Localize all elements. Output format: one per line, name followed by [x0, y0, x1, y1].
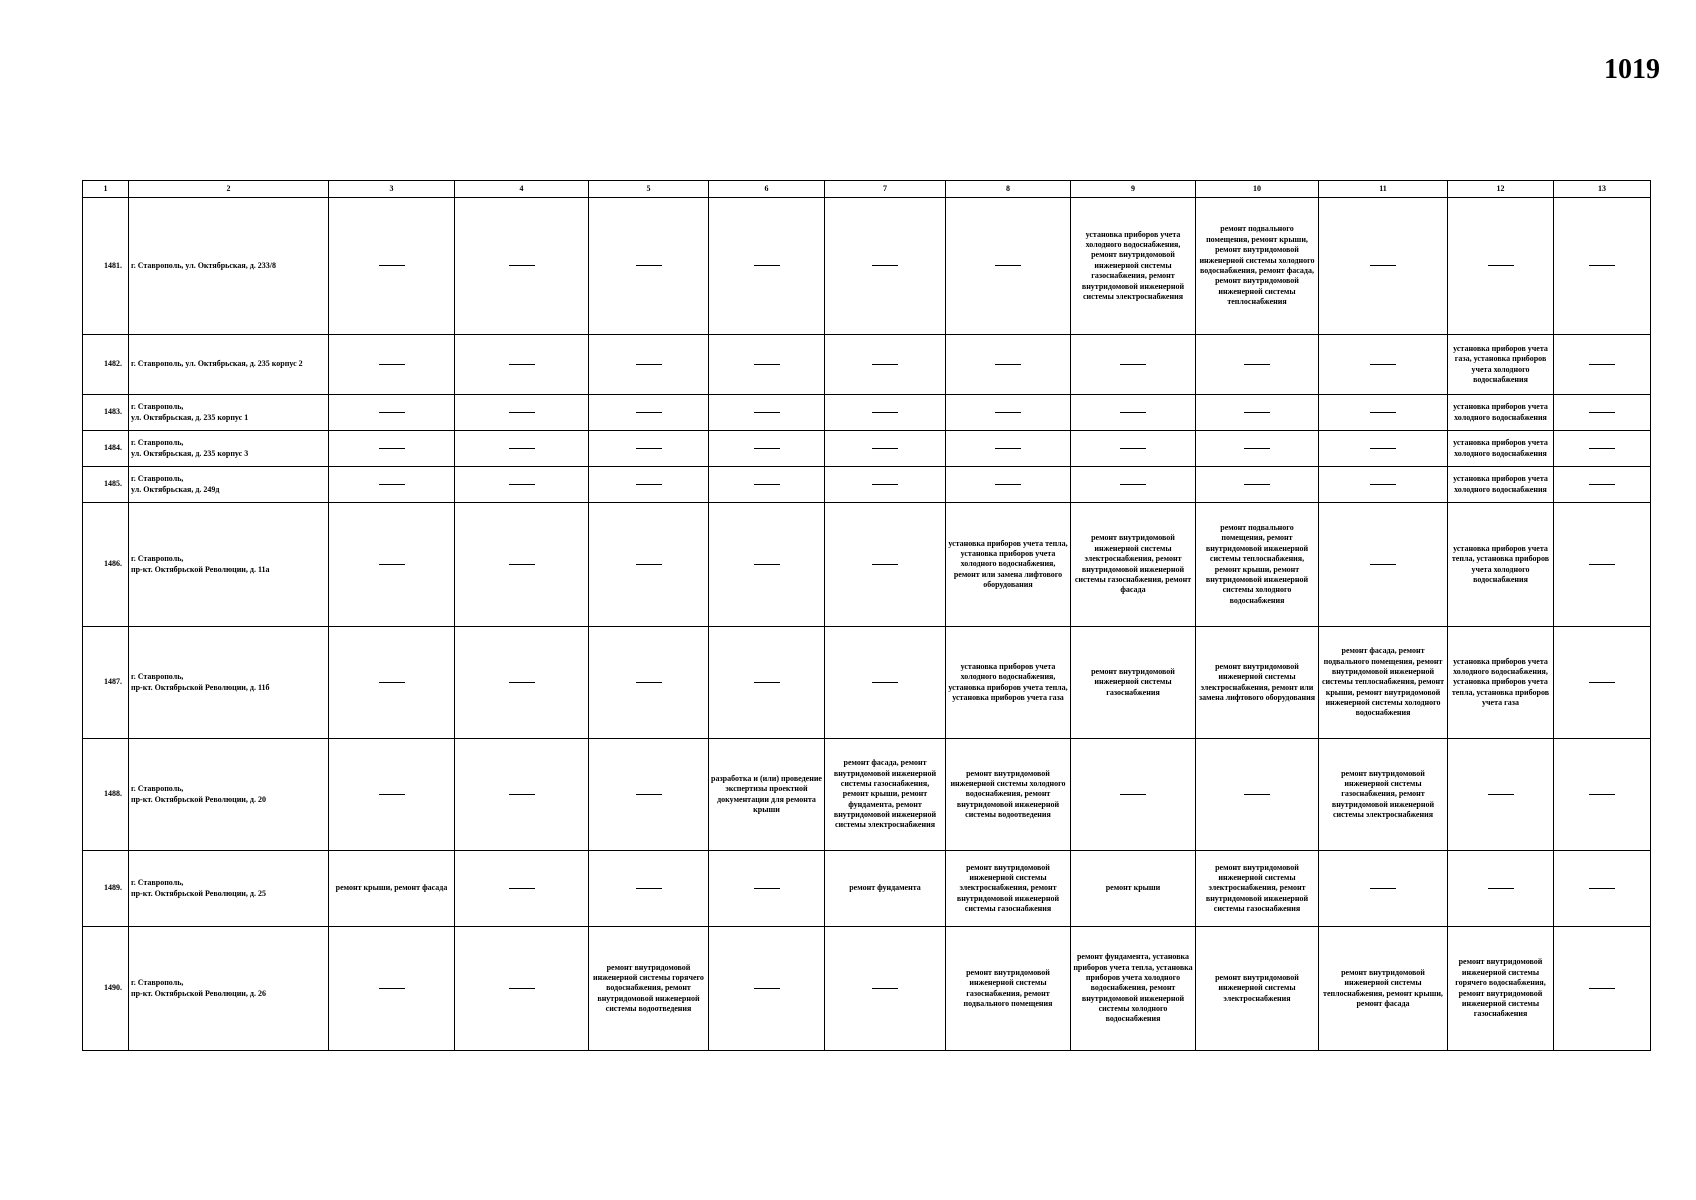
address-cell	[129, 503, 329, 627]
work-type-cell: ремонт фасада, ремонт подвального помещения, ремонт внутридомовой инженерной системы теплоснабжения, ремонт крыши, ремонт внутридомовой инженерной системы холодного водоснабжения	[1319, 627, 1448, 739]
empty-dash-cell	[946, 198, 1071, 335]
address-cell	[129, 335, 329, 395]
dash-mark	[379, 448, 405, 449]
empty-dash-cell	[329, 335, 455, 395]
empty-dash-cell	[1319, 395, 1448, 431]
dash-mark	[1120, 448, 1146, 449]
work-type-cell: ремонт внутридомовой инженерной системы газоснабжения, ремонт внутридомовой инженерной системы электроснабжения	[1319, 739, 1448, 851]
dash-mark	[509, 888, 535, 889]
empty-dash-cell	[709, 335, 825, 395]
dash-mark	[1589, 364, 1615, 365]
work-type-cell: ремонт внутридомовой инженерной системы горячего водоснабжения, ремонт внутридомовой инженерной системы газоснабжения	[1448, 927, 1554, 1051]
table-row	[83, 467, 1651, 503]
row-number: 1488.	[83, 739, 129, 851]
dash-mark	[1244, 364, 1270, 365]
empty-dash-cell	[1554, 467, 1651, 503]
row-number: 1485.	[83, 467, 129, 503]
row-number: 1489.	[83, 851, 129, 927]
dash-mark	[872, 265, 898, 266]
address-line: г. Ставрополь,	[131, 438, 184, 448]
empty-dash-cell	[946, 431, 1071, 467]
address-line: г. Ставрополь,	[131, 402, 184, 412]
work-type-cell: ремонт внутридомовой инженерной системы электроснабжения, ремонт внутридомовой инженерной системы газоснабжения	[1196, 851, 1319, 927]
dash-mark	[636, 364, 662, 365]
empty-dash-cell	[455, 395, 589, 431]
dash-mark	[1370, 364, 1396, 365]
empty-dash-cell	[709, 503, 825, 627]
work-type-cell: ремонт фундамента, установка приборов учета тепла, установка приборов учета холодного водоснабжения, ремонт внутридомовой инженерной системы холодного водоснабжения	[1071, 927, 1196, 1051]
dash-mark	[1370, 448, 1396, 449]
empty-dash-cell	[825, 927, 946, 1051]
dash-mark	[379, 988, 405, 989]
address-cell	[129, 627, 329, 739]
work-type-cell: ремонт фасада, ремонт внутридомовой инженерной системы газоснабжения, ремонт крыши, ремонт фундамента, ремонт внутридомовой инженерной системы электроснабжения	[825, 739, 946, 851]
page-number: 1019	[1604, 54, 1660, 85]
work-type-cell: ремонт внутридомовой инженерной системы теплоснабжения, ремонт крыши, ремонт фасада	[1319, 927, 1448, 1051]
dash-mark	[872, 682, 898, 683]
work-type-cell: установка приборов учета холодного водоснабжения, ремонт внутридомовой инженерной системы газоснабжения, ремонт внутридомовой инженерной системы электроснабжения	[1071, 198, 1196, 335]
empty-dash-cell	[589, 395, 709, 431]
dash-mark	[754, 448, 780, 449]
dash-mark	[1488, 888, 1514, 889]
empty-dash-cell	[329, 467, 455, 503]
address-cell	[129, 198, 329, 335]
dash-mark	[636, 448, 662, 449]
column-header: 3	[329, 181, 455, 198]
dash-mark	[1244, 484, 1270, 485]
column-header: 12	[1448, 181, 1554, 198]
address-line: г. Ставрополь,	[131, 672, 184, 682]
empty-dash-cell	[455, 198, 589, 335]
work-type-cell: установка приборов учета тепла, установка приборов учета холодного водоснабжения, ремонт или замена лифтового оборудования	[946, 503, 1071, 627]
work-type-cell: ремонт внутридомовой инженерной системы электроснабжения, ремонт внутридомовой инженерной системы газоснабжения, ремонт фасада	[1071, 503, 1196, 627]
dash-mark	[1244, 794, 1270, 795]
address-line: г. Ставрополь,	[131, 878, 184, 888]
column-header: 10	[1196, 181, 1319, 198]
dash-mark	[636, 412, 662, 413]
dash-mark	[995, 412, 1021, 413]
empty-dash-cell	[1319, 467, 1448, 503]
repair-schedule-table	[82, 180, 1651, 1051]
empty-dash-cell	[329, 431, 455, 467]
empty-dash-cell	[589, 467, 709, 503]
dash-mark	[754, 364, 780, 365]
dash-mark	[754, 888, 780, 889]
work-type-cell: установка приборов учета холодного водоснабжения	[1448, 395, 1554, 431]
empty-dash-cell	[1196, 335, 1319, 395]
row-number: 1486.	[83, 503, 129, 627]
dash-mark	[1589, 988, 1615, 989]
empty-dash-cell	[1071, 395, 1196, 431]
empty-dash-cell	[709, 627, 825, 739]
empty-dash-cell	[329, 927, 455, 1051]
dash-mark	[754, 988, 780, 989]
empty-dash-cell	[1319, 503, 1448, 627]
dash-mark	[995, 448, 1021, 449]
empty-dash-cell	[1319, 431, 1448, 467]
empty-dash-cell	[455, 467, 589, 503]
empty-dash-cell	[1448, 851, 1554, 927]
header-row	[83, 181, 1651, 198]
empty-dash-cell	[1319, 198, 1448, 335]
work-type-cell: ремонт внутридомовой инженерной системы газоснабжения, ремонт подвального помещения	[946, 927, 1071, 1051]
dash-mark	[1589, 265, 1615, 266]
table-row	[83, 627, 1651, 739]
dash-mark	[636, 484, 662, 485]
column-header: 11	[1319, 181, 1448, 198]
dash-mark	[379, 564, 405, 565]
row-number: 1490.	[83, 927, 129, 1051]
dash-mark	[636, 682, 662, 683]
empty-dash-cell	[1448, 739, 1554, 851]
empty-dash-cell	[709, 395, 825, 431]
table-row	[83, 739, 1651, 851]
dash-mark	[379, 412, 405, 413]
row-number: 1481.	[83, 198, 129, 335]
empty-dash-cell	[455, 739, 589, 851]
address-cell	[129, 927, 329, 1051]
empty-dash-cell	[946, 395, 1071, 431]
table-row	[83, 198, 1651, 335]
empty-dash-cell	[825, 467, 946, 503]
empty-dash-cell	[825, 395, 946, 431]
address-line: пр-кт. Октябрьской Революции, д. 11а	[131, 564, 270, 574]
dash-mark	[1488, 265, 1514, 266]
empty-dash-cell	[589, 739, 709, 851]
dash-mark	[754, 484, 780, 485]
empty-dash-cell	[1319, 851, 1448, 927]
dash-mark	[872, 448, 898, 449]
work-type-cell: установка приборов учета холодного водоснабжения, установка приборов учета тепла, установка приборов учета газа	[1448, 627, 1554, 739]
empty-dash-cell	[455, 335, 589, 395]
empty-dash-cell	[329, 198, 455, 335]
dash-mark	[872, 412, 898, 413]
empty-dash-cell	[1554, 739, 1651, 851]
empty-dash-cell	[589, 431, 709, 467]
dash-mark	[1589, 412, 1615, 413]
address-line: ул. Октябрьская, д. 235 корпус 1	[131, 412, 249, 422]
dash-mark	[995, 364, 1021, 365]
dash-mark	[872, 484, 898, 485]
empty-dash-cell	[1448, 198, 1554, 335]
empty-dash-cell	[1071, 335, 1196, 395]
dash-mark	[1589, 448, 1615, 449]
address-line: пр-кт. Октябрьской Революции, д. 20	[131, 794, 266, 804]
column-header: 7	[825, 181, 946, 198]
column-header: 2	[129, 181, 329, 198]
work-type-cell: ремонт крыши	[1071, 851, 1196, 927]
dash-mark	[995, 484, 1021, 485]
table-row	[83, 335, 1651, 395]
row-number: 1487.	[83, 627, 129, 739]
column-header: 13	[1554, 181, 1651, 198]
dash-mark	[1120, 794, 1146, 795]
dash-mark	[509, 265, 535, 266]
dash-mark	[872, 988, 898, 989]
table-row	[83, 395, 1651, 431]
dash-mark	[509, 484, 535, 485]
dash-mark	[1370, 888, 1396, 889]
address-line: ул. Октябрьская, д. 249д	[131, 484, 220, 494]
dash-mark	[1488, 794, 1514, 795]
empty-dash-cell	[589, 503, 709, 627]
address-line: г. Ставрополь, ул. Октябрьская, д. 233/8	[131, 260, 277, 270]
dash-mark	[754, 682, 780, 683]
dash-mark	[1370, 564, 1396, 565]
address-line: ул. Октябрьская, д. 235 корпус 3	[131, 448, 249, 458]
address-cell	[129, 739, 329, 851]
empty-dash-cell	[1554, 431, 1651, 467]
dash-mark	[872, 564, 898, 565]
dash-mark	[1120, 484, 1146, 485]
dash-mark	[1244, 448, 1270, 449]
empty-dash-cell	[825, 503, 946, 627]
empty-dash-cell	[709, 927, 825, 1051]
dash-mark	[509, 794, 535, 795]
address-cell	[129, 467, 329, 503]
empty-dash-cell	[455, 851, 589, 927]
row-number: 1484.	[83, 431, 129, 467]
table-row	[83, 503, 1651, 627]
work-type-cell: ремонт фундамента	[825, 851, 946, 927]
work-type-cell: ремонт подвального помещения, ремонт крыши, ремонт внутридомовой инженерной системы холодного водоснабжения, ремонт фасада, ремонт внутридомовой инженерной системы теплоснабжения	[1196, 198, 1319, 335]
empty-dash-cell	[946, 335, 1071, 395]
work-type-cell: установка приборов учета тепла, установка приборов учета холодного водоснабжения	[1448, 503, 1554, 627]
address-line: г. Ставрополь,	[131, 784, 184, 794]
table-row	[83, 927, 1651, 1051]
dash-mark	[1370, 412, 1396, 413]
address-line: г. Ставрополь,	[131, 474, 184, 484]
work-type-cell: ремонт внутридомовой инженерной системы горячего водоснабжения, ремонт внутридомовой инженерной системы водоотведения	[589, 927, 709, 1051]
column-header: 5	[589, 181, 709, 198]
empty-dash-cell	[709, 851, 825, 927]
empty-dash-cell	[1196, 739, 1319, 851]
address-cell	[129, 851, 329, 927]
empty-dash-cell	[589, 335, 709, 395]
dash-mark	[1120, 412, 1146, 413]
table-row	[83, 851, 1651, 927]
empty-dash-cell	[1554, 503, 1651, 627]
dash-mark	[872, 364, 898, 365]
address-cell	[129, 431, 329, 467]
dash-mark	[1120, 364, 1146, 365]
work-type-cell: ремонт внутридомовой инженерной системы газоснабжения	[1071, 627, 1196, 739]
dash-mark	[379, 682, 405, 683]
dash-mark	[1370, 265, 1396, 266]
dash-mark	[509, 448, 535, 449]
dash-mark	[509, 988, 535, 989]
empty-dash-cell	[1196, 395, 1319, 431]
empty-dash-cell	[1554, 927, 1651, 1051]
work-type-cell: ремонт крыши, ремонт фасада	[329, 851, 455, 927]
dash-mark	[1589, 564, 1615, 565]
dash-mark	[1244, 412, 1270, 413]
empty-dash-cell	[455, 503, 589, 627]
dash-mark	[1589, 682, 1615, 683]
work-type-cell: ремонт внутридомовой инженерной системы холодного водоснабжения, ремонт внутридомовой инженерной системы водоотведения	[946, 739, 1071, 851]
row-number: 1483.	[83, 395, 129, 431]
dash-mark	[379, 484, 405, 485]
dash-mark	[636, 564, 662, 565]
empty-dash-cell	[329, 739, 455, 851]
dash-mark	[1589, 484, 1615, 485]
address-line: пр-кт. Октябрьской Революции, д. 25	[131, 888, 266, 898]
dash-mark	[636, 265, 662, 266]
empty-dash-cell	[709, 198, 825, 335]
empty-dash-cell	[1071, 467, 1196, 503]
dash-mark	[754, 412, 780, 413]
empty-dash-cell	[455, 431, 589, 467]
empty-dash-cell	[1319, 335, 1448, 395]
dash-mark	[636, 794, 662, 795]
row-number: 1482.	[83, 335, 129, 395]
dash-mark	[754, 265, 780, 266]
work-type-cell: установка приборов учета газа, установка приборов учета холодного водоснабжения	[1448, 335, 1554, 395]
empty-dash-cell	[1071, 739, 1196, 851]
dash-mark	[379, 364, 405, 365]
table-row	[83, 431, 1651, 467]
dash-mark	[509, 412, 535, 413]
empty-dash-cell	[1554, 851, 1651, 927]
dash-mark	[636, 888, 662, 889]
empty-dash-cell	[1071, 431, 1196, 467]
empty-dash-cell	[1554, 198, 1651, 335]
dash-mark	[379, 265, 405, 266]
dash-mark	[509, 564, 535, 565]
empty-dash-cell	[1196, 431, 1319, 467]
empty-dash-cell	[825, 198, 946, 335]
dash-mark	[509, 682, 535, 683]
empty-dash-cell	[825, 627, 946, 739]
dash-mark	[995, 265, 1021, 266]
empty-dash-cell	[825, 431, 946, 467]
empty-dash-cell	[329, 395, 455, 431]
dash-mark	[754, 564, 780, 565]
column-header: 8	[946, 181, 1071, 198]
work-type-cell: ремонт внутридомовой инженерной системы электроснабжения, ремонт внутридомовой инженерной системы газоснабжения	[946, 851, 1071, 927]
empty-dash-cell	[589, 198, 709, 335]
dash-mark	[1589, 794, 1615, 795]
dash-mark	[1589, 888, 1615, 889]
empty-dash-cell	[709, 467, 825, 503]
empty-dash-cell	[589, 851, 709, 927]
work-type-cell: установка приборов учета холодного водоснабжения	[1448, 467, 1554, 503]
column-header: 4	[455, 181, 589, 198]
empty-dash-cell	[1554, 395, 1651, 431]
work-type-cell: разработка и (или) проведение экспертизы проектной документации для ремонта крыши	[709, 739, 825, 851]
empty-dash-cell	[455, 927, 589, 1051]
dash-mark	[1370, 484, 1396, 485]
empty-dash-cell	[329, 627, 455, 739]
dash-mark	[509, 364, 535, 365]
address-line: пр-кт. Октябрьской Революции, д. 26	[131, 988, 266, 998]
empty-dash-cell	[329, 503, 455, 627]
dash-mark	[379, 794, 405, 795]
empty-dash-cell	[946, 467, 1071, 503]
column-header: 1	[83, 181, 129, 198]
work-type-cell: ремонт внутридомовой инженерной системы электроснабжения, ремонт или замена лифтового оборудования	[1196, 627, 1319, 739]
empty-dash-cell	[455, 627, 589, 739]
column-header: 9	[1071, 181, 1196, 198]
empty-dash-cell	[825, 335, 946, 395]
address-line: г. Ставрополь,	[131, 978, 184, 988]
work-type-cell: установка приборов учета холодного водоснабжения, установка приборов учета тепла, установка приборов учета газа	[946, 627, 1071, 739]
empty-dash-cell	[1554, 335, 1651, 395]
work-type-cell: ремонт подвального помещения, ремонт внутридомовой инженерной системы теплоснабжения, ремонт крыши, ремонт внутридомовой инженерной системы холодного водоснабжения	[1196, 503, 1319, 627]
address-cell	[129, 395, 329, 431]
empty-dash-cell	[589, 627, 709, 739]
empty-dash-cell	[709, 431, 825, 467]
column-header: 6	[709, 181, 825, 198]
address-line: г. Ставрополь, ул. Октябрьская, д. 235 корпус 2	[131, 359, 303, 369]
work-type-cell: ремонт внутридомовой инженерной системы электроснабжения	[1196, 927, 1319, 1051]
address-line: г. Ставрополь,	[131, 554, 184, 564]
empty-dash-cell	[1554, 627, 1651, 739]
address-line: пр-кт. Октябрьской Революции, д. 11б	[131, 682, 270, 692]
work-type-cell: установка приборов учета холодного водоснабжения	[1448, 431, 1554, 467]
empty-dash-cell	[1196, 467, 1319, 503]
